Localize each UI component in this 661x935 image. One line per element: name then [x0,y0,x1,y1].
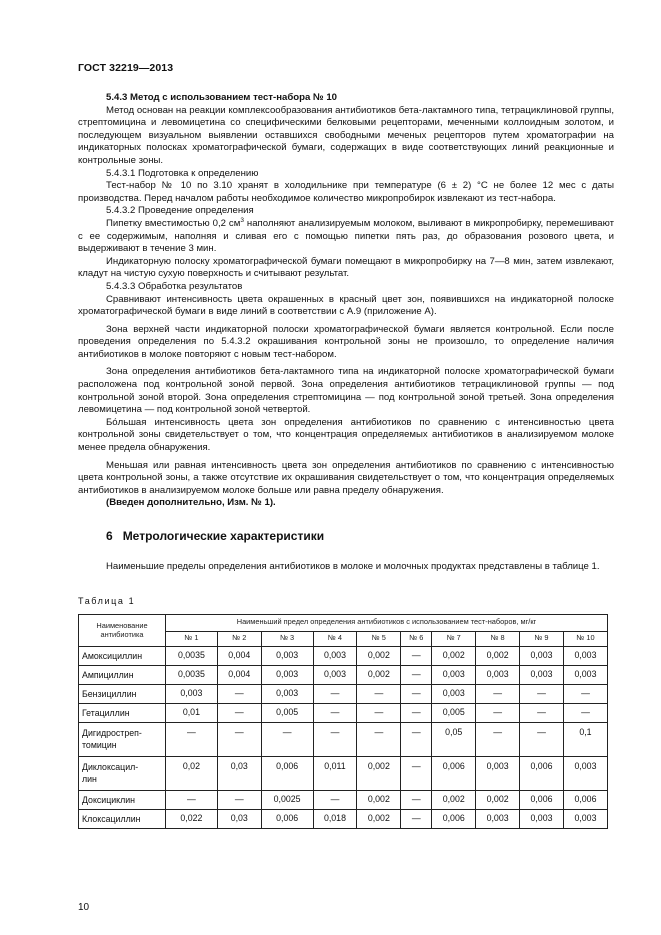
value-cell: 0,05 [432,722,476,756]
value-cell: 0,003 [476,809,520,828]
value-cell: 0,0025 [261,790,313,809]
table-row [79,790,608,809]
value-cell: — [217,684,261,703]
antibiotic-name-cell: Ампициллин [79,665,166,684]
table-body [79,646,608,828]
value-cell: — [217,790,261,809]
section-heading-5-4-3: 5.4.3 Метод с использованием тест-набора № 10 [106,92,338,103]
value-cell: — [476,684,520,703]
value-cell: 0,01 [166,703,218,722]
table-caption: Таблица 1 [78,596,136,607]
value-cell: — [401,665,432,684]
value-cell: 0,006 [432,756,476,790]
kit-header: № 2 [217,631,261,646]
amendment-note: (Введен дополнительно, Изм. № 1). [106,497,276,509]
value-cell: — [401,790,432,809]
value-cell: 0,1 [563,722,607,756]
procedure-text-b: наполняют анализируемым молоком, выливают в микропробирку, перемешивают с ее содержимым, наполняя и сливая его с помощью пипетки пять раз, до образования розового цвета, и выдерживают в течение 3 мин. [78,217,615,255]
value-cell: 0,002 [432,790,476,809]
value-cell: — [357,722,401,756]
value-cell: 0,0035 [166,646,218,665]
value-cell: 0,006 [520,790,564,809]
value-cell: — [166,722,218,756]
paragraph-method-intro: Метод основан на реакции комплексообразования антибиотиков бета-лактамного типа, тетрациклиновой группы, стрептомицина и левомицетина со специфическими белковыми рецепторами, меченными коллоидным золотом, и последующем визуальном выявлении оставшихся свободными меченых рецепторов путем хроматографии на индикаторных полосках хроматографической бумаги, содержащих в виде соответствующих линий реакционные и контрольные зоны. [78,104,614,166]
value-cell: — [357,684,401,703]
value-cell: 0,003 [313,665,357,684]
paragraph-results-4: Бо́льшая интенсивность цвета зон определения антибиотиков по сравнению с интенсивностью цвета контрольной зоны свидетельствует о том, что концентрация определяемых антибиотиков в анализируемом молоке менее предела обнаружения. [78,416,614,454]
value-cell: 0,006 [261,809,313,828]
page-content [78,92,614,829]
value-cell: 0,003 [476,756,520,790]
kit-header: № 10 [563,631,607,646]
value-cell: 0,03 [217,809,261,828]
subsection-title-5-4-3-3: 5.4.3.3 Обработка результатов [106,280,243,292]
value-cell: 0,0035 [166,665,218,684]
section-heading-6 [78,530,614,543]
value-cell: — [313,790,357,809]
antibiotic-name-cell: Бензициллин [79,684,166,703]
value-cell: — [313,684,357,703]
antibiotic-name-line: Дигидростреп- [82,728,142,739]
kit-header: № 1 [166,631,218,646]
value-cell: — [217,722,261,756]
paragraph-procedure-1 [78,218,614,256]
paragraph-results-3: Зона определения антибиотиков бета-лактамного типа на индикаторной полоске хроматографической бумаги расположена под контрольной зоной первой. Зона определения антибиотиков тетрациклиновой группы — под контрольной зоной второй. Зона определения стрептомицина — под контрольной зоной третьей. Зона определения левомицетина — под контрольной зоной четвертой. [78,366,614,416]
value-cell: 0,004 [217,665,261,684]
value-cell: 0,003 [520,646,564,665]
antibiotic-name-line: Диклоксацил- [82,762,139,773]
subsection-title-5-4-3-1: 5.4.3.1 Подготовка к определению [106,167,259,179]
value-cell: 0,003 [261,646,313,665]
value-cell: 0,002 [476,790,520,809]
table-row [79,703,608,722]
value-cell: 0,005 [432,703,476,722]
value-cell: — [313,722,357,756]
value-cell: — [401,809,432,828]
paragraph-results-2: Зона верхней части индикаторной полоски хроматографической бумаги является контрольной. Если после проведения определения по 5.4.3.2 окрашивания контрольной зоны не произошло, то определение наличия антибиотиков в молоке повторяют с новым тест-набором. [78,323,614,360]
antibiotic-name-line: томицин [82,740,117,751]
value-cell: 0,003 [313,646,357,665]
paragraph-procedure-2: Индикаторную полоску хроматографической бумаги помещают в микропробирку на 7—8 мин, затем извлекают, кладут на чистую сухую поверхность и считывают результат. [78,255,614,280]
value-cell: 0,006 [563,790,607,809]
value-cell: — [401,722,432,756]
value-cell: 0,003 [563,809,607,828]
value-cell: 0,018 [313,809,357,828]
kit-header: № 8 [476,631,520,646]
paragraph-preparation: Тест-набор № 10 по 3.10 хранят в холодильнике при температуре (6 ± 2) °С не более 12 мес с даты производства. Перед началом работы необходимое количество микропробирок извлекают из тест-набора. [78,180,614,204]
antibiotic-name-cell: Клоксациллин [79,809,166,828]
value-cell: — [401,703,432,722]
kit-header: № 7 [432,631,476,646]
procedure-text-a: Пипетку вместимостью 0,2 см [106,217,241,229]
table-row [79,722,608,756]
value-cell: — [520,703,564,722]
column-header-antibiotic: Наименование антибиотика [79,614,166,646]
value-cell: 0,003 [520,809,564,828]
value-cell: 0,002 [357,790,401,809]
value-cell: 0,002 [357,665,401,684]
value-cell: 0,003 [563,756,607,790]
kit-header: № 5 [357,631,401,646]
value-cell: — [476,722,520,756]
kit-header: № 3 [261,631,313,646]
value-cell: — [166,790,218,809]
paragraph-results-1: Сравнивают интенсивность цвета окрашенных в красный цвет зон, появившихся на индикаторной полоске хроматографической бумаги в виде линий в соответствии с А.9 (приложение А). [78,293,614,318]
value-cell: 0,006 [261,756,313,790]
antibiotic-name-cell: Доксициклин [79,790,166,809]
value-cell: — [261,722,313,756]
value-cell: — [313,703,357,722]
value-cell: 0,011 [313,756,357,790]
value-cell: 0,003 [432,684,476,703]
superscript-3: 3 [240,216,244,224]
column-group-header: Наименьший предел определения антибиотиков с использованием тест-наборов, мг/кг [166,614,608,631]
value-cell: — [401,646,432,665]
value-cell: 0,002 [357,809,401,828]
kit-header: № 9 [520,631,564,646]
paragraph-section-6-intro: Наименьшие пределы определения антибиотиков в молоке и молочных продуктах представлены в таблице 1. [106,560,600,572]
value-cell: 0,003 [261,684,313,703]
value-cell: 0,004 [217,646,261,665]
value-cell: 0,005 [261,703,313,722]
document-header: ГОСТ 32219—2013 [78,62,174,74]
table-row [79,756,608,790]
value-cell: 0,003 [563,646,607,665]
value-cell: 0,006 [432,809,476,828]
value-cell: 0,006 [520,756,564,790]
paragraph-results-5: Меньшая или равная интенсивность цвета зон определения антибиотиков по сравнению с интенсивностью цвета контрольной зоны, а также отсутствие их окрашивания свидетельствует о том, что концентрация определяемых антибиотиков в анализируемом молоке больше или равна пределу обнаружения. [78,459,614,496]
table-row [79,684,608,703]
value-cell: — [217,703,261,722]
table-row [79,665,608,684]
value-cell: 0,002 [357,646,401,665]
page-number: 10 [78,902,90,913]
value-cell: 0,002 [432,646,476,665]
antibiotic-name-cell: Гетациллин [79,703,166,722]
value-cell: — [563,684,607,703]
value-cell: 0,003 [432,665,476,684]
antibiotic-name-line: лин [82,774,97,785]
value-cell: 0,02 [166,756,218,790]
antibiotic-name-cell: Амоксициллин [79,646,166,665]
section-title: Метрологические характеристики [122,529,325,543]
value-cell: — [563,703,607,722]
subsection-title-5-4-3-2: 5.4.3.2 Проведение определения [106,205,254,217]
value-cell: 0,003 [261,665,313,684]
value-cell: 0,003 [520,665,564,684]
table-row [79,809,608,828]
table-row [79,646,608,665]
value-cell: 0,003 [166,684,218,703]
value-cell: 0,03 [217,756,261,790]
value-cell: 0,002 [357,756,401,790]
value-cell: — [476,703,520,722]
kit-header: № 4 [313,631,357,646]
value-cell: — [401,756,432,790]
value-cell: 0,003 [476,665,520,684]
value-cell: 0,003 [563,665,607,684]
kit-header: № 6 [401,631,432,646]
value-cell: — [520,684,564,703]
antibiotic-name-cell [79,756,166,790]
section-number: 6 [106,529,113,543]
value-cell: 0,002 [476,646,520,665]
value-cell: — [520,722,564,756]
antibiotics-detection-limits-table [78,614,608,829]
antibiotic-name-cell [79,722,166,756]
value-cell: — [357,703,401,722]
value-cell: 0,022 [166,809,218,828]
value-cell: — [401,684,432,703]
